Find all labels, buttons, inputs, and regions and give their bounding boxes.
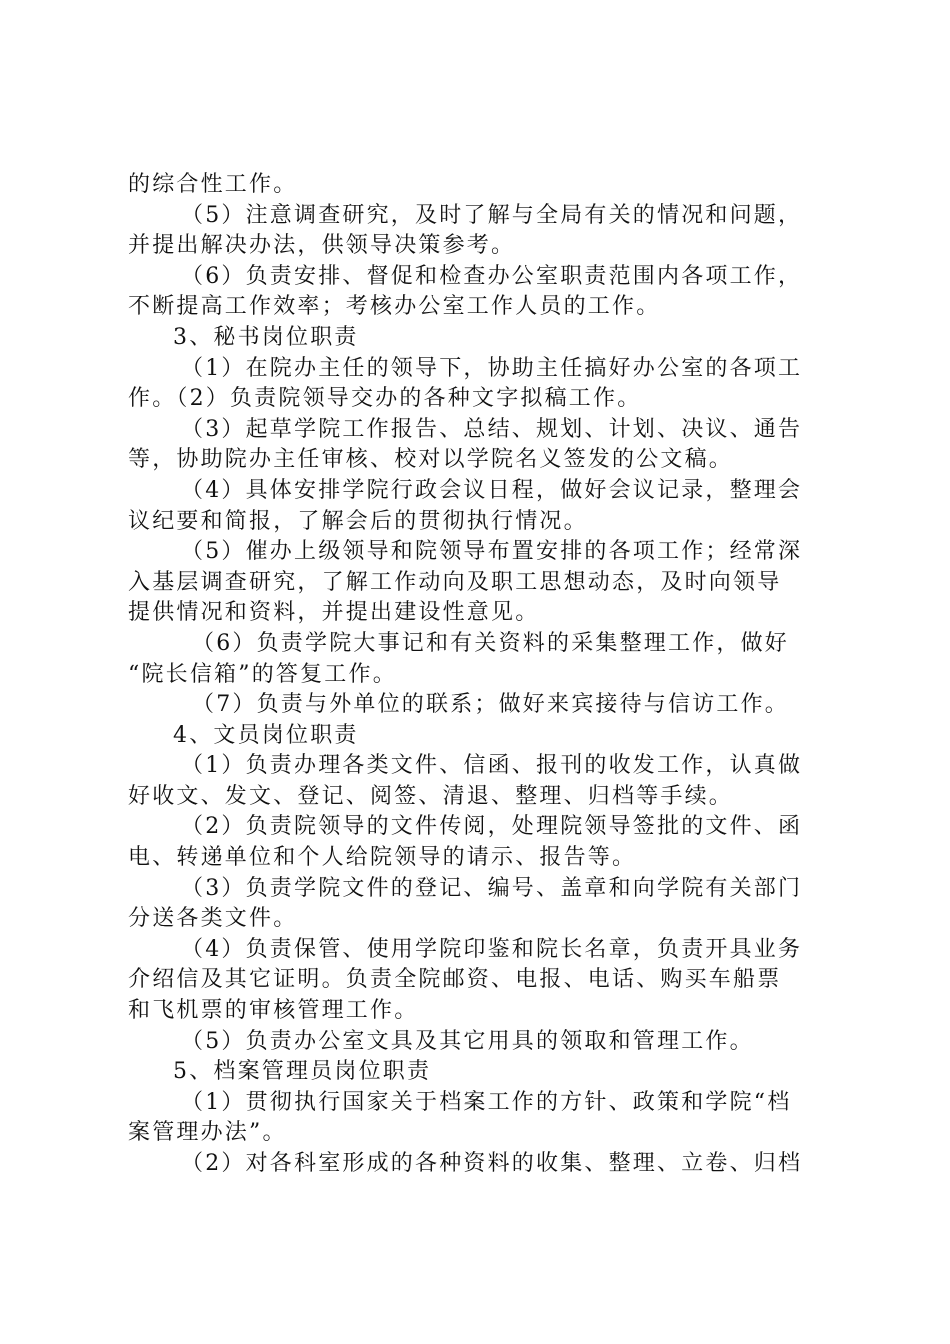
text-line: 介绍信及其它证明。负责全院邮资、电报、电话、购买车船票 bbox=[128, 967, 782, 993]
text-line: 议纪要和简报，了解会后的贯彻执行情况。 bbox=[128, 508, 588, 534]
section-heading: 3、秘书岗位职责 bbox=[173, 324, 359, 350]
text-line: （7）负责与外单位的联系；做好来宾接待与信访工作。 bbox=[192, 692, 789, 718]
text-line: （6）负责学院大事记和有关资料的采集整理工作，做好 bbox=[192, 630, 789, 656]
text-line: （2）对各科室形成的各种资料的收集、整理、立卷、归档 bbox=[181, 1151, 803, 1176]
text-line: “院长信箱”的答复工作。 bbox=[128, 661, 397, 687]
text-line: 不断提高工作效率；考核办公室工作人员的工作。 bbox=[128, 294, 661, 320]
text-line: （5）注意调查研究，及时了解与全局有关的情况和问题， bbox=[181, 202, 803, 228]
text-line: （4）具体安排学院行政会议日程，做好会议记录，整理会 bbox=[181, 477, 803, 503]
text-line: 电、转递单位和个人给院领导的请示、报告等。 bbox=[128, 845, 637, 871]
text-line: 的综合性工作。 bbox=[128, 172, 298, 197]
text-line: 和飞机票的审核管理工作。 bbox=[128, 998, 419, 1024]
text-line: 并提出解决办法，供领导决策参考。 bbox=[128, 233, 516, 259]
section-heading: 4、文员岗位职责 bbox=[173, 722, 359, 748]
text-line: （1）负责办理各类文件、信函、报刊的收发工作，认真做 bbox=[181, 753, 803, 779]
text-line: （5）负责办公室文具及其它用具的领取和管理工作。 bbox=[181, 1028, 754, 1054]
text-line: （3）起草学院工作报告、总结、规划、计划、决议、通告 bbox=[181, 416, 803, 442]
text-line: （4）负责保管、使用学院印鉴和院长名章，负责开具业务 bbox=[181, 936, 803, 962]
text-line: 入基层调查研究，了解工作动向及职工思想动态，及时向领导 bbox=[128, 569, 782, 595]
text-line: （1）在院办主任的领导下，协助主任搞好办公室的各项工 bbox=[181, 355, 803, 381]
text-line: （2）负责院领导的文件传阅，处理院领导签批的文件、函 bbox=[181, 814, 803, 840]
text-line: （5）催办上级领导和院领导布置安排的各项工作；经常深 bbox=[181, 539, 803, 565]
text-line: 案管理办法”。 bbox=[128, 1120, 287, 1146]
text-line: （3）负责学院文件的登记、编号、盖章和向学院有关部门 bbox=[181, 875, 803, 901]
section-heading: 5、档案管理员岗位职责 bbox=[173, 1059, 432, 1085]
text-line: 好收文、发文、登记、阅签、清退、整理、归档等手续。 bbox=[128, 783, 734, 809]
document-body bbox=[128, 170, 832, 1180]
text-line: （1）贯彻执行国家关于档案工作的方针、政策和学院“档 bbox=[181, 1089, 792, 1115]
text-line: 提供情况和资料，并提出建设性意见。 bbox=[128, 600, 540, 626]
text-line: 分送各类文件。 bbox=[128, 906, 298, 932]
text-line: （6）负责安排、督促和检查办公室职责范围内各项工作， bbox=[181, 263, 803, 289]
text-line: 等，协助院办主任审核、校对以学院名义签发的公文稿。 bbox=[128, 447, 734, 473]
text-line: 作。（2）负责院领导交办的各种文字拟稿工作。 bbox=[128, 386, 642, 412]
